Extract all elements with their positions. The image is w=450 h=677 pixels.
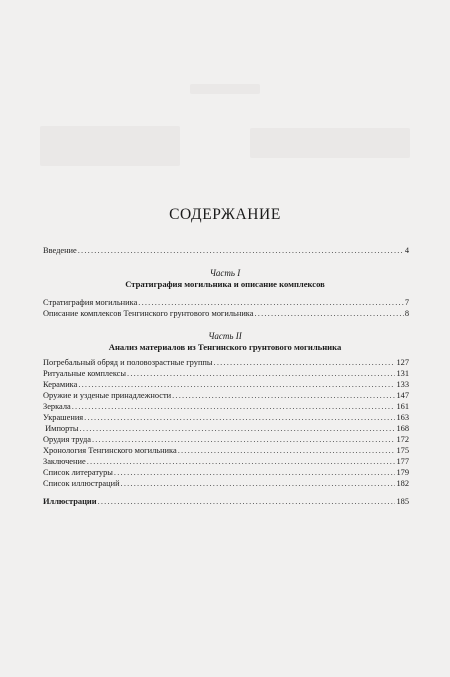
toc-entry-page: 147: [396, 391, 409, 400]
dot-leader: [214, 357, 396, 368]
toc-entry-page: 172: [396, 435, 409, 444]
toc-title: СОДЕРЖАНИЕ: [169, 206, 281, 223]
toc-entry-label: Погребальный обряд и половозрастные группы: [43, 358, 213, 367]
toc-entry-page: 168: [396, 424, 409, 433]
toc-entry-illustrations[interactable]: [43, 496, 409, 507]
dot-leader: [78, 379, 395, 390]
toc-entry-page: 175: [396, 446, 409, 455]
toc-entry-label: Хронология Тенгинского могильника: [43, 446, 177, 455]
part-1-heading: Стратиграфия могильника и описание комплексов: [125, 279, 325, 289]
toc-entry[interactable]: [43, 434, 409, 445]
toc-entry-label: Введение: [43, 246, 77, 255]
dot-leader: [138, 297, 404, 308]
part-2-label: Часть II: [208, 331, 242, 341]
toc-entry-label: Ритуальные комплексы: [43, 369, 127, 378]
toc-entry-introduction[interactable]: [43, 245, 409, 256]
dot-leader: [78, 245, 404, 256]
bleed-through-shadow: [190, 84, 260, 94]
dot-leader: [72, 401, 396, 412]
toc-entry-page: 8: [404, 309, 409, 318]
toc-entry-page: 163: [396, 413, 409, 422]
toc-entry-label: Иллюстрации: [43, 497, 97, 506]
toc-entry[interactable]: [43, 379, 409, 390]
dot-leader: [127, 368, 395, 379]
dot-leader: [121, 478, 396, 489]
bleed-through-shadow: [250, 128, 410, 158]
toc-entry-label: Список литературы: [43, 468, 113, 477]
dot-leader: [178, 445, 396, 456]
dot-leader: [92, 434, 395, 445]
toc-entry-page: 7: [404, 298, 409, 307]
toc-entry-label: Список иллюстраций: [43, 479, 120, 488]
toc-entry[interactable]: [43, 467, 409, 478]
toc-entry-page: 182: [396, 479, 409, 488]
toc-entry[interactable]: [43, 478, 409, 489]
toc-entry-page: 185: [396, 497, 409, 506]
toc-entry[interactable]: [43, 390, 409, 401]
toc-entry[interactable]: [43, 423, 409, 434]
dot-leader: [172, 390, 395, 401]
toc-entry-label: Оружие и узденые принадлежности: [43, 391, 172, 400]
toc-entry[interactable]: [43, 357, 409, 368]
dot-leader: [87, 456, 396, 467]
toc-entry-label: Импорты: [43, 424, 79, 433]
dot-leader: [114, 467, 396, 478]
toc-entry-page: 179: [396, 468, 409, 477]
toc-entry-label: Стратиграфия могильника: [43, 298, 138, 307]
part-2-heading: Анализ материалов из Тенгинского грунтового могильника: [108, 342, 342, 352]
toc-entry-label: Керамика: [43, 380, 78, 389]
toc-entry[interactable]: [43, 412, 409, 423]
toc-entry-page: 161: [396, 402, 409, 411]
toc-entry[interactable]: [43, 297, 409, 308]
toc-entry-label: Заключение: [43, 457, 86, 466]
toc-entry-label: Зеркала: [43, 402, 71, 411]
toc-entry[interactable]: [43, 456, 409, 467]
dot-leader: [84, 412, 395, 423]
toc-entry[interactable]: [43, 401, 409, 412]
toc-entry-page: 177: [396, 457, 409, 466]
toc-entry-page: 131: [396, 369, 409, 378]
toc-entry-label: Украшения: [43, 413, 84, 422]
toc-entry-label: Орудия труда: [43, 435, 91, 444]
toc-entry-page: 133: [396, 380, 409, 389]
toc-entry-page: 4: [404, 246, 409, 255]
toc-entry[interactable]: [43, 368, 409, 379]
dot-leader: [254, 308, 403, 319]
toc-entry-page: 127: [396, 358, 409, 367]
dot-leader: [79, 423, 395, 434]
part-1-label: Часть I: [209, 268, 241, 278]
toc-entry[interactable]: [43, 445, 409, 456]
toc-entry-label: Описание комплексов Тенгинского грунтового могильника: [43, 309, 254, 318]
bleed-through-shadow: [40, 126, 180, 166]
toc-entry[interactable]: [43, 308, 409, 319]
dot-leader: [98, 496, 396, 507]
